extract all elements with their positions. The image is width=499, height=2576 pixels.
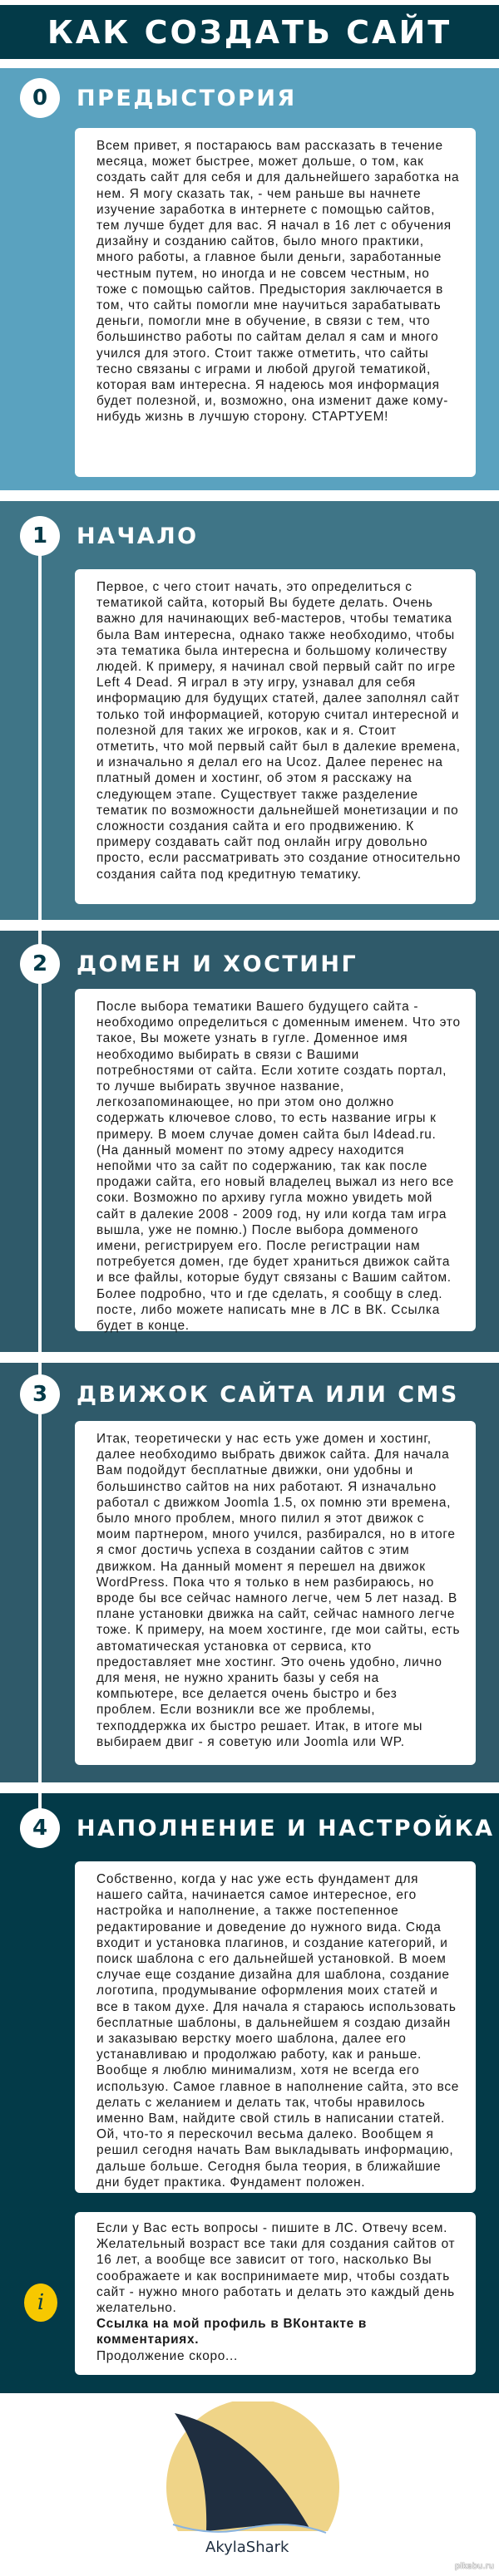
info-icon: i	[24, 2283, 57, 2322]
section-content-setup	[0, 1793, 499, 2393]
text-card	[75, 569, 476, 904]
page-title: КАК СОЗДАТЬ САЙТ	[47, 13, 452, 51]
section-domain-hosting	[0, 931, 499, 1352]
watermark: pikabu.ru	[454, 2562, 494, 2571]
text-card	[75, 1861, 476, 2193]
section-title: ДВИЖОК САЙТА ИЛИ CMS	[77, 1381, 459, 1408]
text-card	[75, 1421, 476, 1765]
section-header	[20, 75, 297, 121]
text-card	[75, 989, 476, 1334]
section-cms	[0, 1363, 499, 1782]
step-number-badge: 2	[20, 944, 60, 984]
info-card	[75, 2212, 476, 2375]
section-text: После выбора тематики Вашего будущего сайта - необходимо определиться с доменным именем. Что это такое, Вы можете узнать в гугле. Доменное имя необходимо выбирать в связи с Вашими потребностями от сайта. Если хотите создать портал, то лучше выбирать звучное название, легкозапоминающее, но при этом оно должно содержать ключевое слово, то есть название игры к примеру. В моем случае домен сайта был l4dead.ru. (На данный момент по этому адресу находится непойми что за сайт по содержанию, так как после продажи сайта, его новый владелец выжал из него все соки. Возможно по архиву гугла можно увидеть мой сайт в далекие 2008 - 2009 год, ну или когда там игра вышла, уже не помню.) После выбора домменого имени, регистрируем его. После регистрации нам потребуется домен, где будет храниться движок сайта и все файлы, которые будут связаны с Вашим сайтом. Более подробно, что и где сделать, я сообщу в след. посте, либо можете написать мне в ЛС в ВК. Ссылка будет в конце.	[96, 1000, 461, 1334]
vk-profile-link-note: Ссылка на мой профиль в ВКонтакте в комментариях.	[96, 2317, 368, 2347]
step-number-badge: 1	[20, 516, 60, 556]
section-start	[0, 501, 499, 920]
continuation-note: Продолжение скоро...	[96, 2348, 238, 2363]
section-text: Собственно, когда у нас уже есть фундамент для нашего сайта, начинается самое интересное, его настройка и наполнение, а также постепенное редактирование и доведение до нужного вида. Сюда входит и установка плагинов, и создание категорий, и поиск шаблона с его дальнейшей установкой. В моем случае еще создание дизайна для шаблона, создание логотипа, продумывание оформления моих статей и все в таком духе. Для начала я стараюсь использовать бесплатные шаблоны, в дальнейшем я создаю дизайн и заказываю верстку моего шаблона, далее его устанавливаю и продолжаю работу, как и раньше. Вообще я люблю минимализм, хотя не всегда его использую. Самое главное в наполнение сайта, это все делать с желанием и делать так, чтобы нравилось именно Вам, найдите свой стиль в написании статей. Ой, что-то я перескочил весьма далеко. Вообщем я решил сегодня начать Вам выкладывать информацию, дальше больше. Сегодня была теория, в ближайшие дни будет практика. Фундамент положен.	[96, 1872, 459, 2190]
section-header	[20, 513, 199, 559]
timeline-line	[38, 524, 42, 1828]
section-title: ДОМЕН И ХОСТИНГ	[77, 951, 358, 977]
logo-name: AkylaShark	[205, 2539, 289, 2556]
step-number-badge: 3	[20, 1374, 60, 1414]
section-prehistory	[0, 68, 499, 490]
text-card	[75, 128, 476, 477]
section-header	[20, 941, 358, 987]
section-title: НАЧАЛО	[77, 523, 199, 549]
section-text: Итак, теоретически у нас есть уже домен и хостинг, далее необходимо выбрать движок сайта. Для начала Вам подойдут бесплатные движки, они удобны и большинство сайтов на них работают. Я изначально работал с движком Joomla 1.5, ох помню эти времена, было много проблем, много пилил я этот движок с моим партнером, много учился, разбирался, но в итоге я смог достичь успеха в создании сайтов с этим движком. На данный момент я перешел на движок WordPress. Пока что я только в нем разбираюсь, но вроде бы все сейчас намного легче, чем 5 лет назад. В плане установки движка на сайт, сейчас намного легче тоже. К примеру, на моем хостинге, где мои сайты, есть автоматическая установка от сервиса, кто предоставляет мне хостинг. Это очень удобно, лично для меня, не нужно хранить базы у себя на компьютере, все делается очень быстро и без проблем. Если возникли все же проблемы, техподдержка их быстро решает. Итак, в итоге мы выбираем двиг - я советую или Joomla или WP.	[96, 1432, 461, 1749]
info-text: Если у Вас есть вопросы - пишите в ЛС. Отвечу всем. Желательный возраст все таки для создания сайтов от 16 лет, а вообще все зависит от того, насколько Вы соображаете и как воспринимаете мир, чтобы создать сайт - нужно много работать и делать это каждый день желательно.	[96, 2221, 456, 2316]
step-number-badge: 4	[20, 1808, 60, 1848]
section-header	[20, 1805, 495, 1851]
section-text: Первое, с чего стоит начать, это определиться с тематикой сайта, который Вы будете делать. Очень важно для начинающих веб-мастеров, чтобы тематика была Вам интересна, однако также необходимо, чтобы эта тематика была интересна и большому количеству людей. К примеру, я начинал свой первый сайт по игре Left 4 Dead. Я играл в эту игру, узнавал для себя информацию для будущих статей, далее заполнял сайт только той информацией, которую считал интересной и полезной для таких же игроков, как и я. Стоит отметить, что мой первый сайт был в далекие времена, и изначально я делал его на Ucoz. Далее перенес на платный домен и хостинг, об этом я расскажу на следующем этапе. Существует также разделение тематик по возможности дальнейшей монетизации и по сложности создания сайта и его продвижению. К примеру создавать сайт под онлайн игру довольно просто, если рассматривать это создание относительно создания сайта под кредитную тематику.	[96, 580, 462, 882]
title-bar	[0, 5, 499, 59]
section-title: ПРЕДЫСТОРИЯ	[77, 85, 297, 111]
section-title: НАПОЛНЕНИЕ И НАСТРОЙКА	[77, 1815, 495, 1841]
section-text: Всем привет, я постараюсь вам рассказать в течение месяца, может быстрее, может дольше, о том, как создать сайт для себя и для дальнейшего заработка на нем. Я могу сказать так, - чем раньше вы начнете изучение заработка в интернете с помощью сайтов, тем лучше будет для вас. Я начал в 16 лет с обучения дизайну и созданию сайтов, было много практики, много работы, а главное были деньги, заработанные честным путем, но иногда и не совсем честным, но тоже с помощью сайтов. Предыстория заключается в том, что сайты помогли мне научиться зарабатывать деньги, помогли мне в обучение, в связи с тем, что большинство работы по сайтам делал я сам и много учился для этого. Стоит также отметить, что сайты тесно связаны с играми и любой другой тематикой, которая вам интересна. Я надеюсь моя информация будет полезной, и, возможно, она изменит даже кому-нибудь жизнь в лучшую сторону. СТАРТУЕМ!	[96, 139, 460, 425]
step-number-badge: 0	[20, 78, 60, 118]
section-header	[20, 1371, 459, 1418]
